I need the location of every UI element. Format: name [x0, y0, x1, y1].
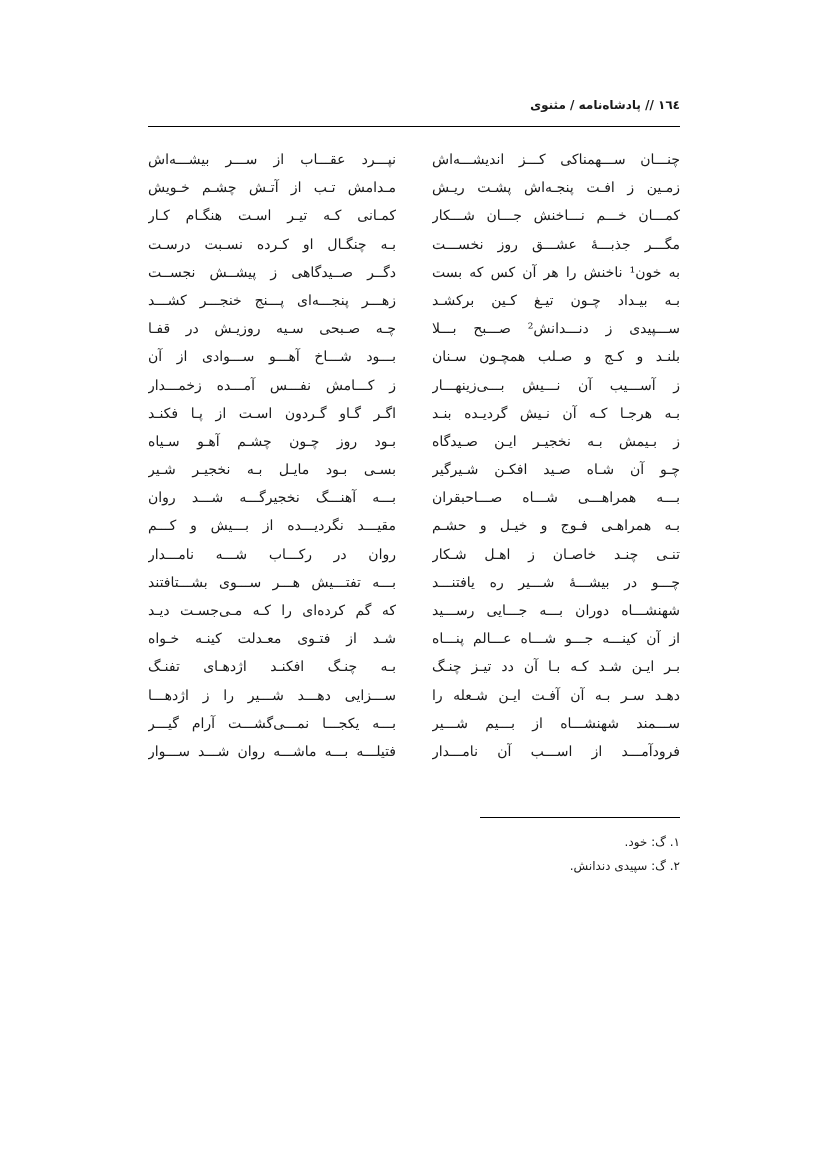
couplet-row [148, 372, 680, 400]
hemistich-second: بـــه تفتـــیش هـــر ســـوی بشـــتافتند [148, 574, 396, 591]
hemistich-second: بـه چنگـال او کـرده نسـبت درسـت [148, 236, 396, 253]
couplet-row [148, 315, 680, 343]
hemistich-first: شهنشـــاه دوران بـــه جـــایی رســـید [432, 603, 680, 619]
hemistich-first: از آن کینـــه جـــو شـــاه عـــالم پنـــاه [432, 631, 680, 648]
hemistich-second: چـه صـبحی سـیه روزیـش در قفـا [148, 321, 396, 338]
hemistich-first: ســـپیدی ز دنـــدانش² صـــبح بـــلا [432, 321, 680, 338]
couplet-row [148, 625, 680, 653]
couplet-row [148, 512, 680, 540]
hemistich-first: چـو آن شـاه صـید افکـن شـیرگیر [432, 462, 680, 479]
couplet-row [148, 400, 680, 428]
hemistich-first: چنـــان ســـهمناکی کـــز اندیشـــه‌اش [432, 152, 680, 168]
couplet-row [148, 146, 680, 174]
hemistich-second: ز کـــامش نفـــس آمـــده زخمـــدار [148, 377, 396, 394]
couplet-row [148, 456, 680, 484]
couplet-row [148, 343, 680, 371]
hemistich-second: اگـر گـاو گـردون اسـت از پـا فکنـد [148, 405, 396, 422]
hemistich-first: ز آســـیب آن نـــیش بـــی‌زینهـــار [432, 377, 680, 394]
hemistich-first: چـــو در بیشـــهٔ شـــیر ره یافتنـــد [432, 574, 680, 591]
couplet-row [148, 231, 680, 259]
hemistich-second: شـد از فتـوی معـدلت کینـه خـواه [148, 631, 396, 648]
couplet-row [148, 738, 680, 766]
hemistich-first: بـه هرجـا کـه آن نـیش گردیـده بنـد [432, 405, 680, 422]
hemistich-first: بـــه همراهـــی شـــاه صـــاحبقران [432, 490, 680, 507]
hemistich-second: بسـی بـود مایـل بـه نخجیـر شـیر [148, 462, 396, 479]
couplet-row [148, 428, 680, 456]
hemistich-first: ز بـیمش بـه نخجیـر ایـن صـیدگاه [432, 433, 680, 450]
hemistich-second: دگــر صــیدگاهی ز پیشــش نجســت [148, 264, 396, 281]
couplet-row [148, 484, 680, 512]
header-rule [148, 126, 680, 127]
hemistich-second: بـــه یکجـــا نمـــی‌گشـــت آرام گیـــر [148, 715, 396, 732]
hemistich-first: فرودآمـــد از اســـب آن نامـــدار [432, 743, 680, 760]
couplet-row [148, 174, 680, 202]
hemistich-first: زمـین ز افـت پنجـه‌اش پشـت ریـش [432, 180, 680, 197]
hemistich-first: دهـد سـر بـه آن آفـت ایـن شـعله را [432, 687, 680, 704]
hemistich-first: تنـی چنـد خاصـان ز اهـل شـکار [432, 546, 680, 563]
footnote-rule [480, 817, 680, 818]
hemistich-second: مقیـــد نگردیـــده از بـــیش و کـــم [148, 518, 396, 535]
hemistich-second: فتیلـــه بـــه ماشـــه روان شـــد ســـوار [148, 743, 396, 760]
hemistich-first: به خون¹ ناخنش را هر آن کس که بست [432, 264, 680, 281]
footnotes [380, 830, 680, 878]
couplet-row [148, 541, 680, 569]
hemistich-second: بـــود شـــاخ آهـــو ســـوادی از آن [148, 349, 396, 366]
hemistich-second: مـدامش تـب از آتـش چشـم خـویش [148, 180, 396, 197]
couplet-row [148, 653, 680, 681]
footnote-item: ۱. گ: خود. [624, 835, 680, 849]
hemistich-second: ســـزایی دهـــد شـــیر را ز اژدهـــا [148, 687, 396, 704]
hemistich-first: بـه همراهـی فـوج و خیـل و حشـم [432, 518, 680, 535]
couplet-row [148, 287, 680, 315]
hemistich-second: بـود روز چـون چشـم آهـو سـیاه [148, 433, 396, 450]
hemistich-first: ســـمند شهنشـــاه از بـــیم شـــیر [432, 715, 680, 732]
hemistich-second: نپـــرد عقـــاب از ســـر بیشـــه‌اش [148, 152, 396, 168]
hemistich-second: روان در رکـــاب شـــه نامـــدار [148, 546, 396, 563]
hemistich-second: که گم کرده‌ای را کـه مـی‌جسـت دیـد [148, 603, 396, 619]
running-header: ١٦٤ // پادشاه‌نامه / مثنوی [530, 98, 680, 112]
couplet-row [148, 569, 680, 597]
hemistich-first: کمـــان خـــم نـــاخنش جـــان شـــکار [432, 208, 680, 225]
footnote-item: ۲. گ: سپیدی دندانش. [569, 859, 680, 873]
hemistich-second: بـه چنـگ افکنـد اژدهـای تفنـگ [148, 659, 396, 676]
hemistich-second: کمـانی کـه تیـر اسـت هنگـام کـار [148, 208, 396, 225]
hemistich-second: زهـــر پنجـــه‌ای پـــنج خنجـــر کشـــد [148, 292, 396, 309]
hemistich-second: بـــه آهنـــگ نخجیرگـــه شـــد روان [148, 490, 396, 507]
hemistich-first: مگـــر جذبـــهٔ عشـــق روز نخســـت [432, 236, 680, 253]
couplet-row [148, 259, 680, 287]
couplet-row [148, 710, 680, 738]
hemistich-first: بـه بیـداد چـون تیـغ کـین برکشـد [432, 292, 680, 309]
couplet-row [148, 682, 680, 710]
couplet-row [148, 597, 680, 625]
poem-body [148, 146, 680, 766]
couplet-row [148, 202, 680, 230]
hemistich-first: بلنـد و کـج و صـلب همچـون سـنان [432, 349, 680, 366]
hemistich-first: بـر ایـن شـد کـه بـا آن دد تیـز چنـگ [432, 659, 680, 676]
